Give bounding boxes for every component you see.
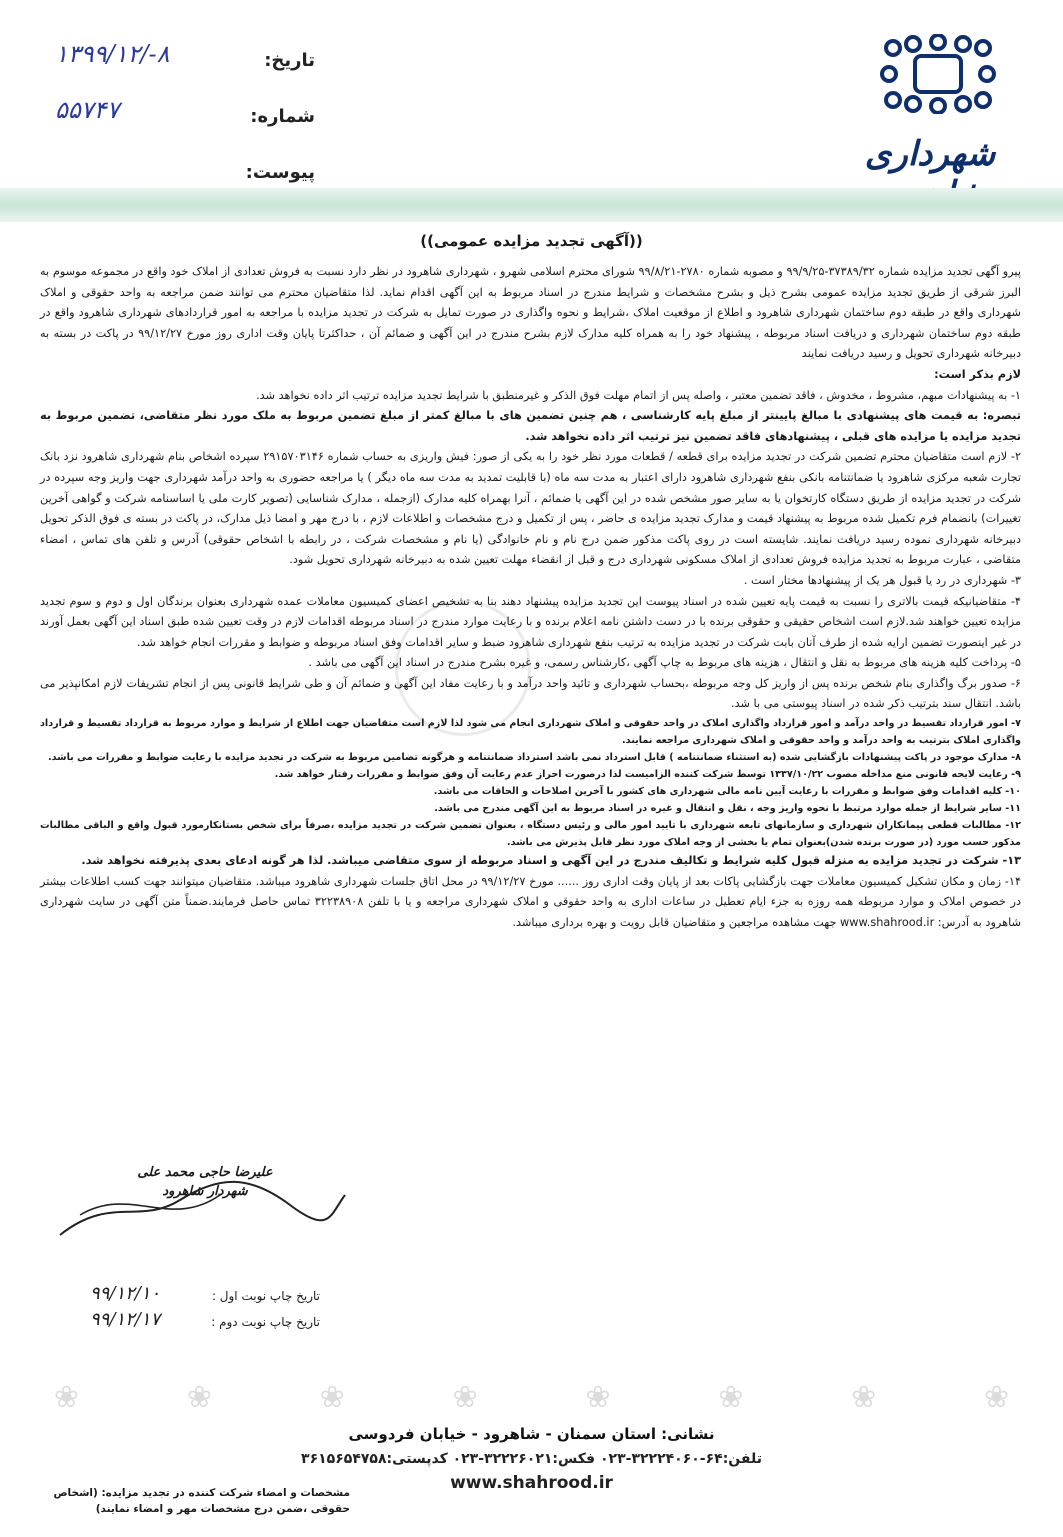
letter-meta <box>55 38 315 206</box>
municipality-logo-icon <box>873 34 1003 114</box>
signer-name: علیرضا حاجی محمد علی <box>137 1165 273 1180</box>
footer-website[interactable]: www.shahrood.ir <box>450 1473 613 1493</box>
date-label: تاریخ: <box>264 50 315 71</box>
header-band <box>0 188 1063 222</box>
item-7: ۷- امور قرارداد تقسیط در واحد درآمد و امور قرارداد واگذاری املاک در واحد حقوقی و املاک شهرداری انجام می شود لذا لازم است متقاضیان جهت اطلاع از شرایط و موارد مربوط به قرارداد تقسیط و قرارداد واگذاری املاک بترتیب به واحد درآمد و واحد حقوقی و املاک شهرداری مراجعه نمایند. <box>40 718 1021 747</box>
number-value: ۵۵۷۴۷ <box>55 96 120 124</box>
print-first-label: تاریخ چاپ نوبت اول : <box>211 1289 320 1303</box>
signature-block <box>90 1165 320 1199</box>
footer <box>40 1425 1023 1493</box>
item-6: ۶- صدور برگ واگذاری بنام شخص برنده پس از واریز کل وجه مربوطه ،بحساب شهرداری و تائید واحد درآمد و با رعایت مفاد این آگهی و ضمائم آن و طی شرایط قانونی پس از انجام تشریفات لازم امکانپذیر می باشد. انتقال سند بترتیب ذکر شده در اسناد پیوستی می با شد. <box>40 676 1021 711</box>
footer-contact: تلفن:۶۴-۳۲۲۲۴۰۶۰-۰۲۳ فکس:۳۲۲۲۶۰۲۱-۰۲۳ کدپستی:۳۶۱۵۶۵۴۷۵۸ <box>301 1451 762 1467</box>
notice-title: ((آگهی تجدید مزایده عمومی)) <box>420 232 643 250</box>
item-10: ۱۰- کلیه اقدامات وفق ضوابط و مقررات با رعایت آیین نامه مالی شهرداری های کشور با آخرین اصلاحات و الحاقات می باشد. <box>433 786 1021 798</box>
item-8: ۸- مدارک موجود در پاکت پیشنهادات بازگشایی شده (به استثناء ضمانتنامه ) قابل استرداد نمی باشد استرداد ضمانتنامه و هرگونه تضامین مربوط به شرکت در تجدید مزایده با رعایت ضوابط و مقررات می باشد. <box>47 752 1021 764</box>
item-5: ۵- پرداخت کلیه هزینه های مربوط به نقل و انتقال ، هزینه های مربوط به چاپ آگهی ،کارشناس رسمی، و غیره بشرح مندرج در اسناد این آگهی می باشد . <box>308 656 1021 670</box>
ornament-icon: ❀ <box>984 1380 1010 1415</box>
notice-intro: پیرو آگهی تجدید مزایده شماره ۳۷۳۸۹/۳۲-۹۹/۹/۲۵ و مصوبه شماره ۲۷۸۰-۹۹/۸/۲۱ شورای محترم اسلامی شهرو ، شهرداری شاهرود در نظر دارد نسبت به فروش تعدادی از املاک خود واقع در مجموعه موسوم به البرز شرقی از طریق تجدید مزایده عمومی بشرح ذیل و بشرح مشخصات و شرایط مندرج در اسناد مربوط به این آگهی اقدام نماید. لذا متقاضیان محترم می توانند ضمن مراجعه به واحد حقوقی و املاک شهرداری واقع در طبقه دوم ساختمان شهرداری شاهرود و اطلاع از موقعیت املاک ،شرایط و نحوه واگذاری در صورت تمایل به شرکت در تجدید مزایده با مراجعه به امور قراردادهای شهرداری شاهرود واقع در طبقه دوم ساختمان شهرداری و دریافت اسناد مربوطه ، پیشنهاد خود را به همراه کلیه مدارک لازم بشرح مندرج در این آگهی و ضمائم آن ، حداکثرتا پایان وقت اداری روز مورخ ۹۹/۱۲/۲۷ در پاکت در بسته به دبیرخانه شهرداری تحویل و رسید دریافت نمایند <box>40 265 1021 361</box>
item-3: ۳- شهرداری در رد یا قبول هر یک از پیشنهادها مختار است . <box>743 573 1021 587</box>
print-first-row <box>90 1285 320 1311</box>
ornament-icon: ❀ <box>53 1380 80 1415</box>
ornament-icon: ❀ <box>319 1380 345 1415</box>
print-second-row <box>90 1311 320 1337</box>
number-label: شماره: <box>250 106 315 127</box>
note-tabsare: تبصره: به قیمت های پیشنهادی با مبالغ پایینتر از مبلغ پایه کارشناسی ، هم چنین تضمین های با مبالغ کمتر از مبلغ تضمین مربوط به ملک مورد نظر متقاضی، تضمین مربوط به تجدید مزایده یا مزایده های قبلی ، پیشنهادهای فاقد تضمین نیز ترتیب اثر داده نخواهد شد. <box>40 409 1021 443</box>
print-dates <box>90 1285 320 1337</box>
must-mention-heading: لازم بذکر است: <box>934 367 1021 381</box>
item-9: ۹- رعایت لایحه قانونی منع مداخله مصوب ۱۳۳۷/۱۰/۲۲ توسط شرکت کننده الزامیست لذا درصورت احراز عدم رعایت آن وفق ضوابط و مقررات رفتار خواهد شد. <box>274 769 1021 781</box>
ornament-icon: ❀ <box>186 1380 212 1415</box>
signature-scribble-icon <box>50 1155 350 1245</box>
item-12: ۱۲- مطالبات قطعی پیمانکاران شهرداری و سازمانهای تابعه شهرداری با تایید امور مالی و رئیس دستگاه ، بعنوان تضمین شرکت در تجدید مزایده ،صرفاً برای شخص بستانکارمورد قبول واقع و الباقی مطالبات مذکور حسب مورد (در صورت برنده شدن)بعنوان تمام یا بخشی از وجه املاک مورد نظر قابل پذیرش می باشد. <box>40 820 1021 849</box>
item-14: ۱۴- زمان و مکان تشکیل کمیسیون معاملات جهت بازگشایی پاکات بعد از پایان وقت اداری روز ...... مورخ ۹۹/۱۲/۲۷ در محل اتاق جلسات شهرداری شاهرود میباشد. متقاضیان میتوانند جهت کسب اطلاعات بیشتر در خصوص املاک و موارد مربوطه همه روزه به جزء ایام تعطیل در ساعات اداری به واحد حقوقی و املاک شهرداری مراجعه و یا با تلفن ۳۲۲۳۸۹۰۸ تماس حاصل فرمایند.ضمناً متن آگهی در سایت شهرداری شاهرود به آدرس: www.shahrood.ir جهت مشاهده مراجعین و متقاضیان قابل رویت و بهره برداری میباشد. <box>40 874 1022 929</box>
ornament-icon: ❀ <box>585 1380 611 1415</box>
ornament-icon: ❀ <box>452 1380 478 1415</box>
footer-ornament <box>0 1380 1063 1424</box>
brand-name: شهرداری <box>864 134 996 174</box>
date-value: ۱۳۹۹/۱۲/-۸ <box>55 40 170 68</box>
date-row <box>55 38 315 94</box>
ornament-icon: ❀ <box>718 1380 744 1415</box>
item-2: ۲- لازم است متقاضیان محترم تضمین شرکت در تجدید مزایده برای قطعه / قطعات مورد نظر خود را به یکی از صور: فیش واریزی به حساب شماره ۲۹۱۵۷۰۳۱۴۶ سپرده اشخاص بنام شهرداری شاهرود نزد بانک تجارت شعبه مرکزی شاهرود یا ضمانتنامه بانکی بنفع شهرداری شاهرود دارای اعتبار به مدت سه ماه (با قابلیت تمدید به مدت سه ماه دیگر ) یا مراجعه حضوری به واحد درآمد شهرداری جهت واریز وجه سپرده در شرکت در تجدید مزایده از طریق دستگاه کارتخوان یا به سایر صور مشخص شده در این آگهی یا ضمائم ، آنرا بهمراه کلیه مدارک (ازجمله ، مدارک شناسایی (تصویر کارت ملی یا اساسنامه شرکت و گواهی آخرین تغییرات) بانضمام فرم تکمیل شده مربوط به پیشنهاد قیمت و مدارک تجدید مزایده ی حاضر ، پس از تکمیل و درج مشخصات و اطلاعات لازم ، با درج مهر و امضا ذیل مدارک، در پاکت در بسته ی فوق الذکر تحویل دبیرخانه شهرداری نموده رسید دریافت نمایند. شایسته است در روی پاکت مذکور ضمن درج نام و نام خانوادگی (یا نام و مشخصات شرکت ، در رابطه با اشخاص حقوقی) آدرس و تلفن های تماس ، امضاء متقاضی ، عبارت مربوط به تجدید مزایده فروش تعدادی از املاک مسکونی شهرداری درج و قبل از انقضاء مهلت تعیین شده به دبیرخانه شهرداری تحویل شود. <box>40 450 1022 567</box>
item-4: ۴- متقاضیانیکه قیمت بالاتری را نسبت به قیمت پایه تعیین شده در اسناد پیوست این تجدید مزایده پیشنهاد دهند بنا به تشخیص اعضای کمیسیون معاملات عمده شهرداری بعنوان برندگان اول و دوم و سوم تجدید مزایده تعیین خواهند شد.لازم است اشخاص حقیقی و حقوقی برنده با در دست داشتن نامه اعلام برنده و با رعایت موارد مندرج در اسناد مربوطه اقدامات لازم در وقت تعیین شده طبق اسناد این آگهی بعمل آورند در غیر اینصورت تضمین ارایه شده از طرف آنان بابت شرکت در تجدید مزایده به ترتیب بنفع شهرداری شاهرود ضبط و سایر اقدامات وفق اسناد مربوطه و ضوابط و مقررات انجام خواهد شد. <box>40 594 1021 649</box>
item-1: ۱- به پیشنهادات مبهم، مشروط ، مخدوش ، فاقد تضمین معتبر ، واصله پس از اتمام مهلت فوق الذکر و غیرمنطبق با شرایط تجدید مزایده ترتیب اثر داده نخواهد شد. <box>256 388 1021 402</box>
print-first-value: ۹۹/۱۲/۱۰ <box>90 1283 161 1304</box>
item-13: ۱۳- شرکت در تجدید مزایده به منزله قبول کلیه شرایط و تکالیف مندرج در این آگهی و اسناد مربوطه از سوی متقاضی میباشد. لذا هر گونه ادعای بعدی پذیرفته نخواهد شد. <box>81 854 1021 868</box>
attachment-label: پیوست: <box>245 162 315 183</box>
ornament-icon: ❀ <box>851 1380 877 1415</box>
signer-role: شهردار شاهرود <box>162 1184 248 1199</box>
number-row <box>55 94 315 150</box>
print-second-label: تاریخ چاپ نوبت دوم : <box>211 1315 320 1329</box>
print-second-value: ۹۹/۱۲/۱۷ <box>90 1309 161 1330</box>
bidder-signature-note: مشخصات و امضاء شرکت کننده در تجدید مزایده: (اشخاص حقوقی ،ضمن درج مشخصات مهر و امضاء نمایند) <box>53 1487 350 1515</box>
footer-address: نشانی: استان سمنان - شاهرود - خیابان فردوسی <box>348 1425 715 1443</box>
notice-body <box>40 262 1021 933</box>
item-11: ۱۱- سایر شرایط از جمله موارد مرتبط با نحوه واریز وجه ، نقل و انتقال و غیره در اسناد مربوط به این آگهی مندرج می باشد. <box>434 803 1021 815</box>
